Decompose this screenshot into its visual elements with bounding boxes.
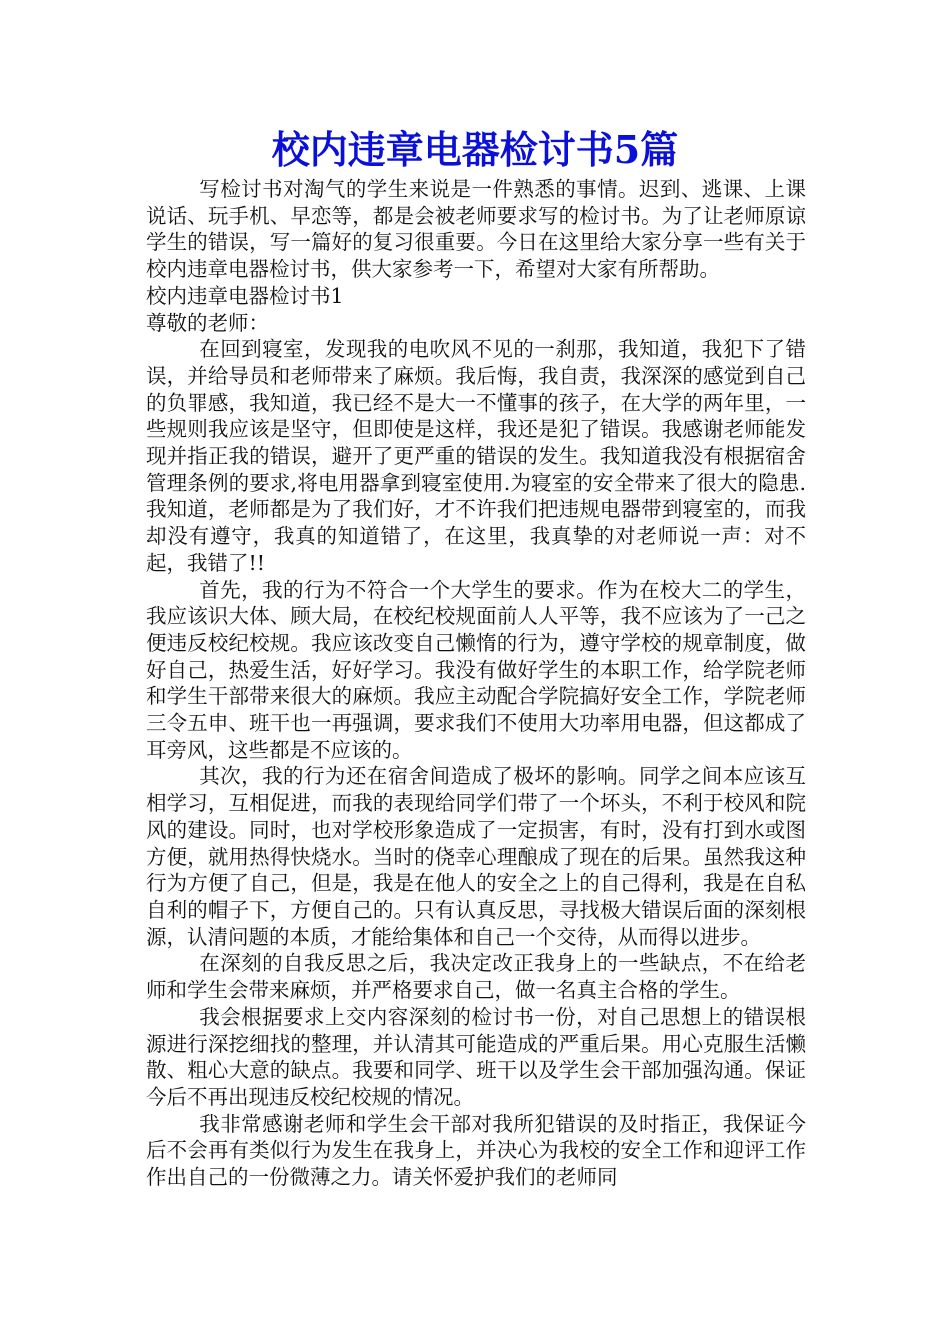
body-paragraph: 在回到寝室，发现我的电吹风不见的一刹那，我知道，我犯下了错误，并给导员和老师带来了麻烦。我后悔，我自责，我深深的感觉到自己的负罪感，我知道，我已经不是大一不懂事的孩子，在大学的两年里，一些规则我应该是坚守，但即使是这样，我还是犯了错误。我感谢老师能发现并指正我的错误，避开了更严重的错误的发生。我知道我没有根据宿舍管理条例的要求,将电用器拿到寝室使用.为寝室的安全带来了很大的隐患.我知道，老师都是为了我们好，才不许我们把违规电器带到寝室的，而我却没有遵守，我真的知道错了，在这里，我真挚的对老师说一声：对不起，我错了!! [146, 337, 806, 575]
section-heading: 校内违章电器检讨书1 [146, 283, 344, 308]
salutation: 尊敬的老师： [146, 310, 269, 335]
body-paragraph: 我会根据要求上交内容深刻的检讨书一份，对自己思想上的错误根源进行深挖细找的整理，并认清其可能造成的严重后果。用心克服生活懒散、粗心大意的缺点。我要和同学、班干以及学生会干部加强沟通。保证今后不再出现违反校纪校规的情况。 [146, 1004, 806, 1109]
body-paragraph: 我非常感谢老师和学生会干部对我所犯错误的及时指正，我保证今后不会再有类似行为发生在我身上，并决心为我校的安全工作和迎评工作作出自己的一份微薄之力。请关怀爱护我们的老师同 [146, 1111, 806, 1190]
document-body [146, 176, 806, 1191]
intro-paragraph: 写检讨书对淘气的学生来说是一件熟悉的事情。迟到、逃课、上课说话、玩手机、早恋等，都是会被老师要求写的检讨书。为了让老师原谅学生的错误，写一篇好的复习很重要。今日在这里给大家分享一些有关于校内违章电器检讨书，供大家参考一下，希望对大家有所帮助。 [146, 177, 806, 282]
document-title: 校内违章电器检讨书5篇 [271, 127, 679, 172]
body-paragraph: 其次，我的行为还在宿舍间造成了极坏的影响。同学之间本应该互相学习，互相促进，而我的表现给同学们带了一个坏头，不利于校风和院风的建设。同时，也对学校形象造成了一定损害，有时，没有打到水或图方便，就用热得快烧水。当时的侥幸心理酿成了现在的后果。虽然我这种行为方便了自己，但是，我是在他人的安全之上的自己得利，我是在自私自利的帽子下，方便自己的。只有认真反思，寻找极大错误后面的深刻根源，认清问题的本质，才能给集体和自己一个交待，从而得以进步。 [146, 764, 806, 949]
body-paragraph: 在深刻的自我反思之后，我决定改正我身上的一些缺点，不在给老师和学生会带来麻烦，并严格要求自己，做一名真主合格的学生。 [146, 951, 806, 1003]
body-paragraph: 首先，我的行为不符合一个大学生的要求。作为在校大二的学生，我应该识大体、顾大局，在校纪校规面前人人平等，我不应该为了一己之便违反校纪校规。我应该改变自己懒惰的行为，遵守学校的规章制度，做好自己，热爱生活，好好学习。我没有做好学生的本职工作，给学院老师和学生干部带来很大的麻烦。我应主动配合学院搞好安全工作，学院老师三令五申、班干也一再强调，要求我们不使用大功率用电器，但这都成了耳旁风，这些都是不应该的。 [146, 577, 806, 762]
